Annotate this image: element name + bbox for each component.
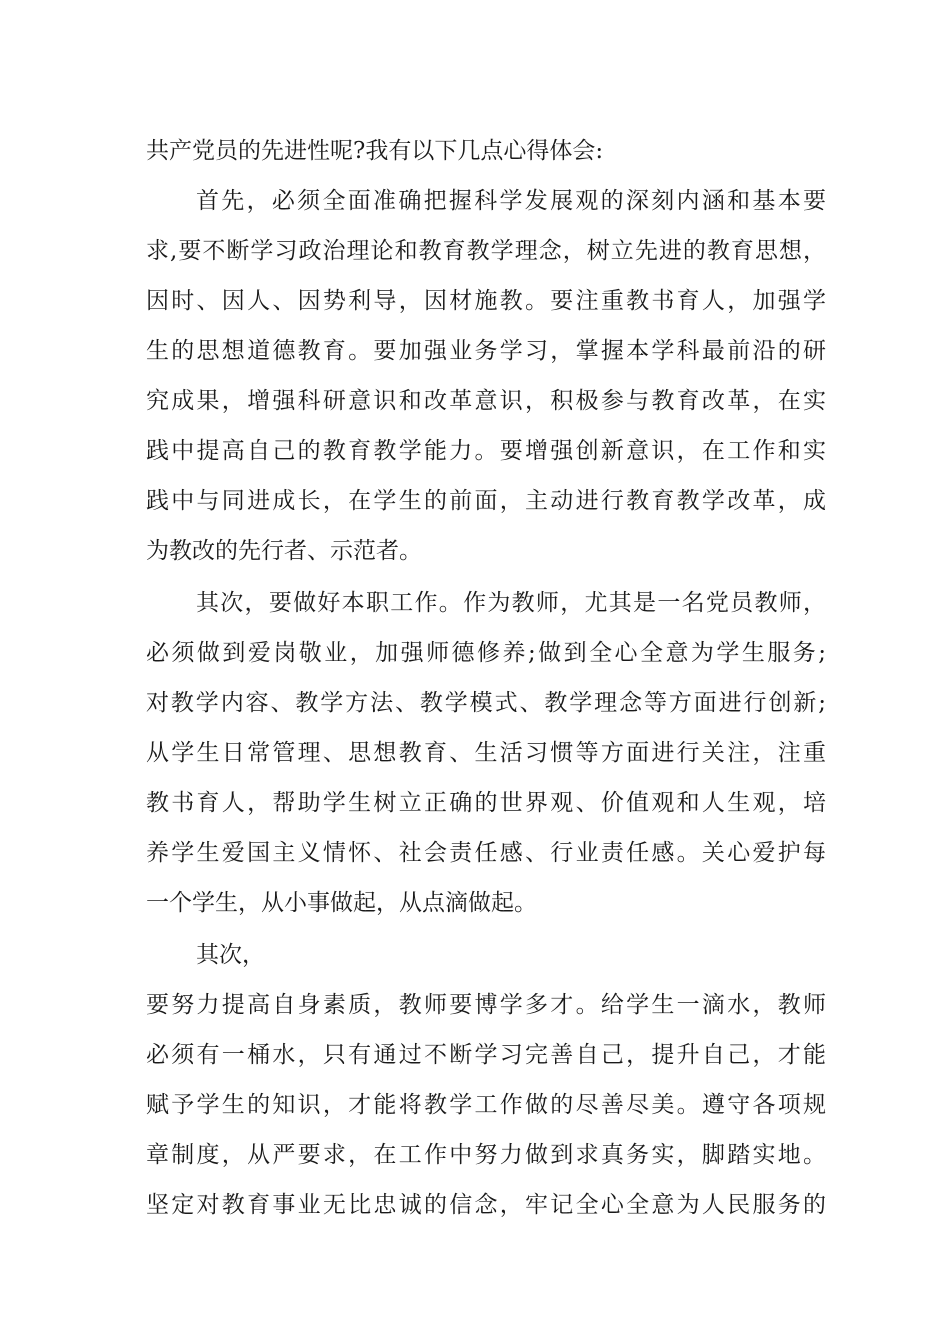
text-line: 践中与同进成长，在学生的前面，主动进行教育教学改革，成 bbox=[146, 488, 826, 514]
text-line: 章制度，从严要求，在工作中努力做到求真务实，脚踏实地。 bbox=[146, 1142, 826, 1168]
text-line: 从学生日常管理、思想教育、生活习惯等方面进行关注，注重 bbox=[146, 740, 826, 766]
text-line: 必须做到爱岗敬业，加强师德修养;做到全心全意为学生服务; bbox=[146, 640, 826, 666]
text-line: 一个学生，从小事做起，从点滴做起。 bbox=[146, 890, 537, 916]
text-line: 对教学内容、教学方法、教学模式、教学理念等方面进行创新; bbox=[146, 690, 826, 716]
text-line: 教书育人，帮助学生树立正确的世界观、价值观和人生观，培 bbox=[146, 790, 826, 816]
text-line: 养学生爱国主义情怀、社会责任感、行业责任感。关心爱护每 bbox=[146, 840, 826, 866]
text-line: 要努力提高自身素质，教师要博学多才。给学生一滴水，教师 bbox=[146, 992, 826, 1018]
paragraph-1-first-line: 首先，必须全面准确把握科学发展观的深刻内涵和基本要 bbox=[196, 188, 826, 214]
text-line: 践中提高自己的教育教学能力。要增强创新意识，在工作和实 bbox=[146, 438, 826, 464]
text-line: 求,要不断学习政治理论和教育教学理念，树立先进的教育思想， bbox=[146, 238, 826, 264]
text-line: 因时、因人、因势利导，因材施教。要注重教书育人，加强学 bbox=[146, 288, 826, 314]
text-line: 赋予学生的知识，才能将教学工作做的尽善尽美。遵守各项规 bbox=[146, 1092, 826, 1118]
text-line: 共产党员的先进性呢?我有以下几点心得体会: bbox=[146, 138, 604, 164]
text-line: 坚定对教育事业无比忠诚的信念，牢记全心全意为人民服务的 bbox=[146, 1192, 826, 1218]
text-line: 为教改的先行者、示范者。 bbox=[146, 538, 422, 564]
paragraph-2-first-line: 其次，要做好本职工作。作为教师，尤其是一名党员教师， bbox=[196, 590, 826, 616]
paragraph-3-heading: 其次， bbox=[196, 942, 265, 968]
text-line: 生的思想道德教育。要加强业务学习，掌握本学科最前沿的研 bbox=[146, 338, 826, 364]
text-line: 必须有一桶水，只有通过不断学习完善自己，提升自己，才能 bbox=[146, 1042, 826, 1068]
text-line: 究成果，增强科研意识和改革意识，积极参与教育改革，在实 bbox=[146, 388, 826, 414]
